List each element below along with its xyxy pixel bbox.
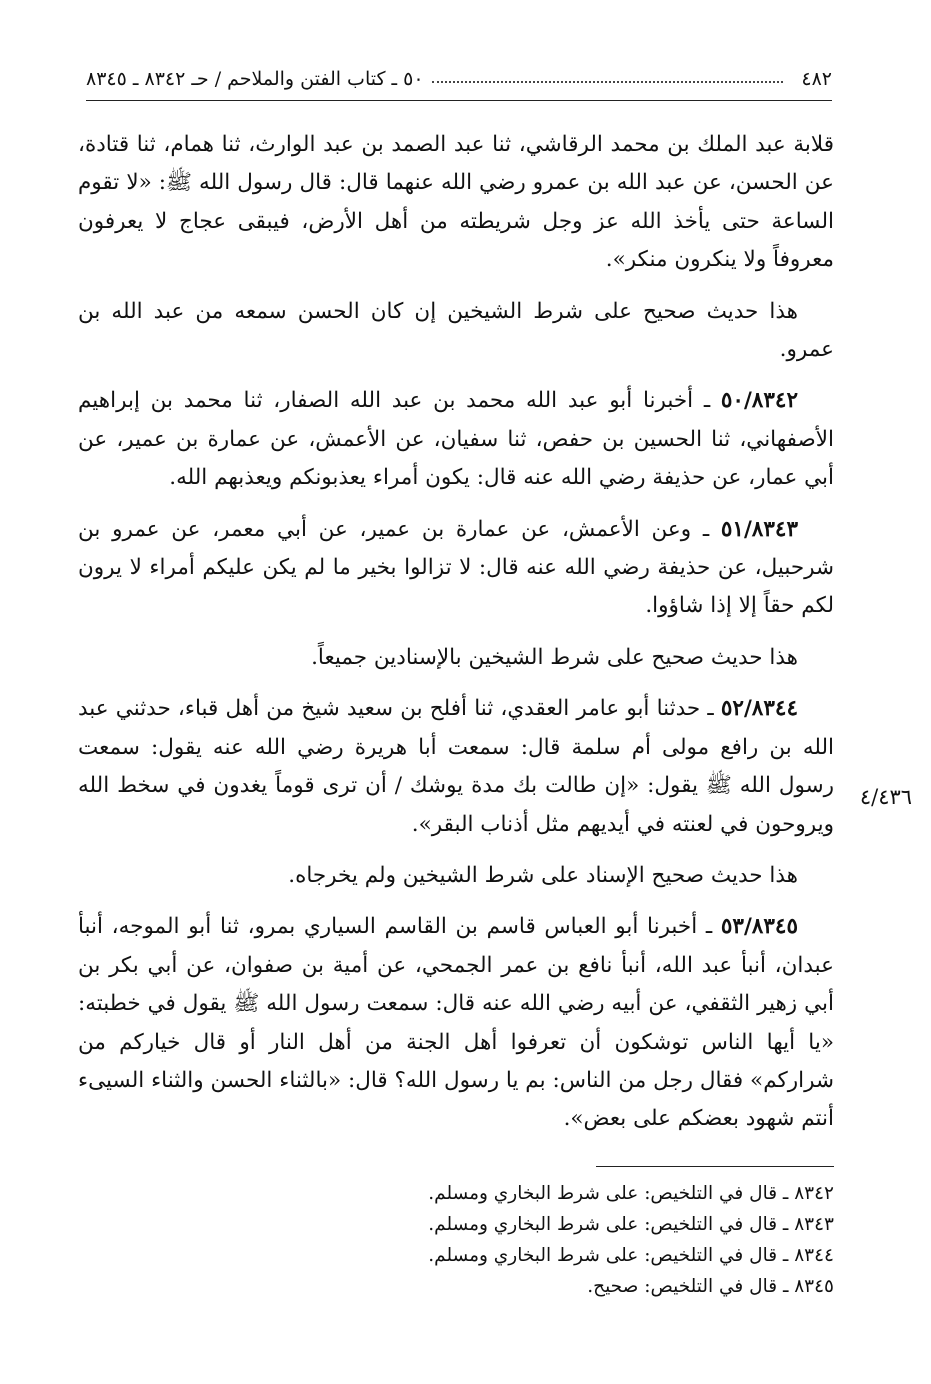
hadith-number: ٥١/٨٣٤٣ [720,516,798,542]
paragraph [78,908,834,1138]
hadith-number: ٥٣/٨٣٤٥ [720,914,798,940]
header-leader-dots [432,81,784,83]
paragraph [78,293,834,370]
paragraph [78,690,834,844]
paragraph-text: ـ أخبرنا أبو عبد الله محمد بن عبد الله الصفار، ثنا محمد بن إبراهيم الأصفهاني، ثنا الحسين بن حفص، ثنا سفيان، عن الأعمش، عن عمارة بن عمير، عن أبي عمار، عن حذيفة رضي الله عنه قال: يكون أمراء يعذبونكم ويعذبهم الله. [78,388,834,491]
main-text [78,126,834,1152]
paragraph-text: ـ أخبرنا أبو العباس قاسم بن القاسم السياري بمرو، ثنا أبو الموجه، أنبأ عبدان، أنبأ عبد الله، أنبأ نافع بن عمر الجمحي، عن أمية بن صفوان، عن أبي بكر بن أبي زهير الثقفي، عن أبيه رضي الله عنه قال: سمعت رسول الله ﷺ يقول في خطبته: «يا أيها الناس توشكون أن تعرفوا أهل الجنة من أهل النار أو قال خياركم من شراركم» فقال رجل من الناس: بم يا رسول الله؟ قال: «بالثناء الحسن والثناء السيىء أنتم شهود بعضكم على بعض». [78,914,834,1132]
paragraph [78,126,834,280]
page-header [86,66,832,101]
footnote: ٨٣٤٤ ـ قال في التلخيص: على شرط البخاري ومسلم. [428,1245,834,1266]
paragraph [78,511,834,626]
footnote: ٨٣٤٣ ـ قال في التلخيص: على شرط البخاري ومسلم. [428,1214,834,1235]
paragraph-text: هذا حديث صحيح على شرط الشيخين بالإسنادين جميعاً. [311,644,798,670]
paragraph-text: ـ حدثنا أبو عامر العقدي، ثنا أفلح بن سعيد شيخ من أهل قباء، حدثني عبد الله بن رافع مولى أم سلمة قال: سمعت أبا هريرة رضي الله عنه يقول: سمعت رسول الله ﷺ يقول: «إن طالت بك مدة يوشك / أن ترى قوماً يغدون في سخط الله ويروحون في لعنته في أيديهم مثل أذناب البقر». [78,696,834,837]
footnote: ٨٣٤٢ ـ قال في التلخيص: على شرط البخاري ومسلم. [428,1183,834,1204]
paragraph [78,639,834,677]
footnote-divider [596,1166,834,1167]
hadith-number: ٥٢/٨٣٤٤ [720,696,798,722]
paragraph-text: هذا حديث صحيح الإسناد على شرط الشيخين ولم يخرجاه. [288,862,798,888]
paragraph-text: هذا حديث صحيح على شرط الشيخين إن كان الحسن سمعه من عبد الله بن عمرو. [78,298,834,363]
running-title: ٥٠ ـ كتاب الفتن والملاحم / حـ ٨٣٤٢ ـ ٨٣٤٥ [86,68,424,90]
footnotes [234,1178,834,1302]
footnote: ٨٣٤٥ ـ قال في التلخيص: صحيح. [587,1276,834,1297]
paragraph [78,382,834,497]
paragraph [78,857,834,895]
paragraph-text: قلابة عبد الملك بن محمد الرقاشي، ثنا عبد الصمد بن عبد الوارث، ثنا همام، ثنا قتادة، عن الحسن، عن عبد الله بن عمرو رضي الله عنهما قال: قال رسول الله ﷺ: «لا تقوم الساعة حتى يأخذ الله عز وجل شريطته من أهل الأرض، فيبقى عجاج لا يعرفون معروفاً ولا ينكرون منكر». [78,132,834,273]
paragraph-text: ـ وعن الأعمش، عن عمارة بن عمير، عن أبي معمر، عن عمرو بن شرحبيل، عن حذيفة رضي الله عنه قال: لا تزالوا بخير ما لم يكن عليكم أمراء لا يرون لكم حقاً إلا إذا شاؤوا. [78,516,834,619]
margin-reference: ٤/٤٣٦ [859,785,913,809]
hadith-number: ٥٠/٨٣٤٢ [720,388,798,414]
page-number: ٤٨٢ [801,68,832,90]
